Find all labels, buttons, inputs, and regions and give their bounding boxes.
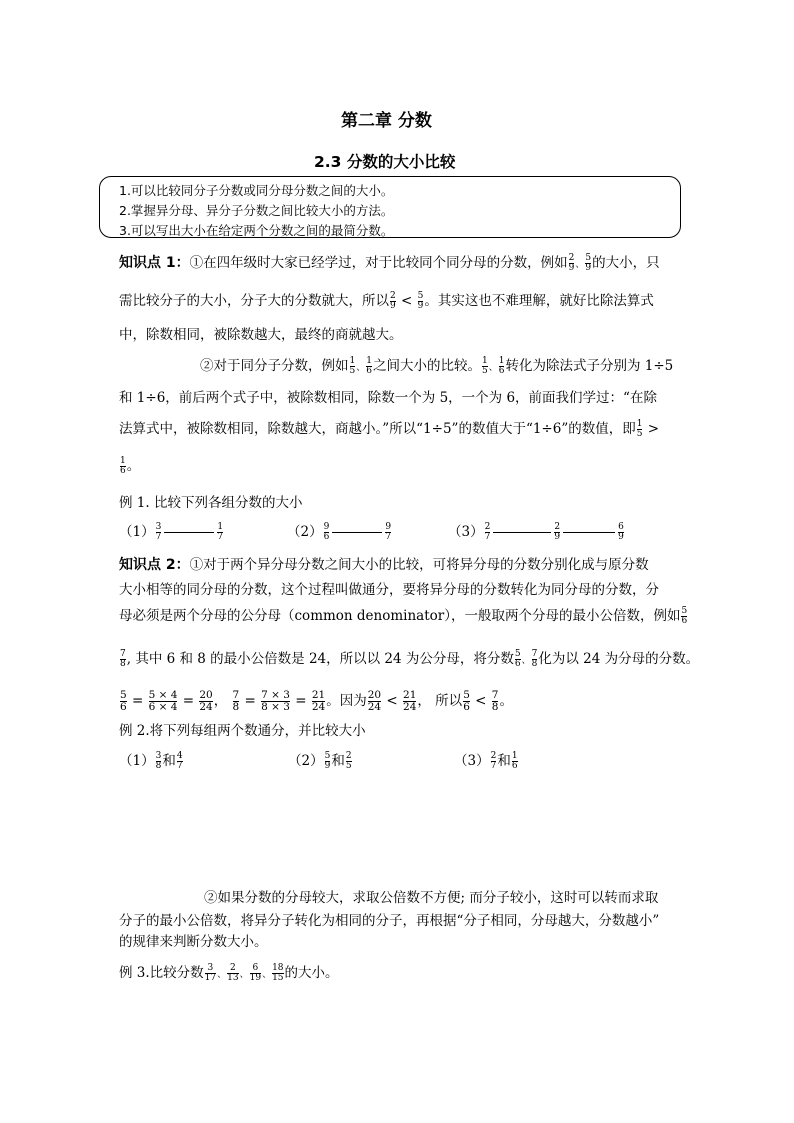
text: 、 (575, 260, 585, 270)
text: 、 (521, 656, 531, 666)
text: ②对于同分子分数，例如 (200, 358, 349, 374)
fraction: $\frac{7}{8}$ (491, 689, 499, 713)
text: 母必须是两个分母的公分母（common denominator），一般取两个分母的最小公倍数，例如 (119, 608, 681, 624)
text: = (290, 693, 311, 709)
text: 。 (499, 693, 513, 709)
fraction: $\frac{18}{15}$ (272, 963, 284, 983)
text: （3） (448, 524, 484, 540)
text: 和 (497, 753, 511, 769)
fraction: $\frac{1}{6}$ (511, 751, 518, 771)
fraction: $\frac{2}{7}$ (490, 751, 497, 771)
text: 需比较分子的大小，分子大的分数就大，所以 (119, 293, 389, 309)
fraction: $\frac{1}{6}$ (366, 356, 372, 376)
text: （2） (287, 524, 323, 540)
text: （2） (288, 753, 324, 769)
fraction: $\frac{5}{6}$ (681, 606, 688, 626)
example-1-title: 例 1. 比较下列各组分数的大小 (119, 495, 303, 511)
example-2-title: 例 2.将下列每组两个数通分，并比较大小 (119, 723, 366, 739)
kp1-line2 (119, 292, 654, 311)
fraction: $\frac{5}{9}$ (585, 253, 592, 273)
text: （1） (119, 753, 155, 769)
text: ①对于两个异分母分数之间大小的比较，可将异分母的分数分别化成与原分数 (189, 557, 649, 573)
fraction: $\frac{2}{13}$ (227, 963, 239, 983)
text: = (178, 693, 199, 709)
kp1-para2-line2: 和 1÷6，前后两个式子中，被除数相同，除数一个为 5，一个为 6，前面我们学过：“在除 (119, 390, 657, 406)
text: 和 (331, 753, 345, 769)
fraction: $\frac{5}{9}$ (324, 751, 331, 771)
text: > (643, 421, 660, 437)
fraction: $\frac{2}{7}$ (484, 522, 491, 542)
example-1-item-3 (448, 523, 625, 542)
fraction: $\frac{6}{19}$ (249, 963, 262, 983)
kp1-label: 知识点 1： (119, 255, 190, 271)
text: 例 3.比较分数 (119, 965, 204, 981)
example-3-title (119, 964, 339, 984)
text: 。因为 (326, 693, 367, 709)
text: ， (213, 693, 232, 709)
text: 、 (356, 363, 366, 373)
goal-item: 3.可以写出大小在给定两个分数之间的最简分数。 (119, 223, 394, 238)
example-1-item-1 (119, 523, 224, 542)
fraction: $\frac{9}{6}$ (323, 522, 330, 542)
fraction: $\frac{20}{24}$ (199, 689, 213, 713)
text: = (240, 693, 261, 709)
example-1-item-2 (287, 523, 392, 542)
kp2-line2: 大小相等的同分母的分数，这个过程叫做通分，要将异分母的分数转化为同分母的分数，分 (119, 582, 659, 598)
kp2-equation-line (119, 690, 513, 713)
fraction: $\frac{5 \times 4}{6 \times 4}$ (148, 689, 178, 713)
text: 、 (488, 363, 498, 373)
text: 之间大小的比较。 (372, 358, 481, 374)
kp2-line3 (119, 607, 688, 626)
kp1-para2-line3 (119, 420, 659, 439)
fraction: $\frac{7}{8}$ (531, 649, 538, 669)
fraction: $\frac{1}{7}$ (217, 522, 224, 542)
text: 的大小，只 (592, 255, 660, 271)
text: 、 (239, 970, 249, 980)
goal-item: 2.掌握异分母、异分子分数之间比较大小的方法。 (119, 203, 394, 218)
fraction: $\frac{1}{6}$ (498, 356, 505, 376)
chapter-title: 第二章 分数 (341, 111, 432, 131)
kp1-line1 (119, 254, 660, 274)
answer-blank (332, 532, 382, 533)
fraction: $\frac{2}{9}$ (390, 291, 396, 311)
fraction: $\frac{5}{6}$ (463, 689, 470, 713)
kp1-para2-line1 (200, 357, 673, 377)
fraction: $\frac{20}{24}$ (367, 689, 382, 713)
fraction: $\frac{3}{8}$ (155, 751, 162, 771)
fraction: $\frac{1}{5}$ (349, 356, 356, 376)
answer-blank (164, 532, 214, 533)
fraction: $\frac{1}{5}$ (636, 419, 643, 439)
fraction: $\frac{2}{5}$ (345, 751, 352, 771)
fraction: $\frac{1}{5}$ (481, 356, 488, 376)
fraction: $\frac{7}{8}$ (232, 689, 240, 713)
fraction: $\frac{7 \times 3}{8 \times 3}$ (261, 689, 290, 713)
fraction: $\frac{5}{6}$ (120, 689, 127, 713)
text: 。其实这也不难理解，就好比除法算式 (424, 293, 654, 309)
text: 。 (126, 458, 141, 474)
example-2-item-3 (454, 752, 519, 771)
text: ①在四年级时大家已经学过，对于比较同个同分母的分数，例如 (189, 255, 568, 271)
text: 、 (217, 970, 227, 980)
fraction: $\frac{2}{9}$ (568, 253, 575, 273)
kp1-line3: 中，除数相同，被除数越大，最终的商就越大。 (119, 327, 403, 343)
answer-blank (493, 532, 551, 533)
text: 法算式中，被除数相同，除数越大，商越小。”所以“1÷5”的数值大于“1÷6”的数值，即 (119, 421, 636, 437)
kp2-line4 (119, 650, 699, 670)
fraction: $\frac{9}{7}$ (385, 522, 392, 542)
fraction: $\frac{3}{7}$ (155, 522, 162, 542)
text: 化为以 24 为分母的分数。 (538, 651, 700, 667)
example-2-item-2 (288, 752, 353, 771)
para3-line1: ②如果分数的分母较大，求取公倍数不方便; 而分子较小，这时可以转而求取 (204, 890, 659, 906)
example-2-item-1 (119, 752, 184, 771)
fraction: $\frac{21}{24}$ (311, 689, 326, 713)
text: （1） (119, 524, 155, 540)
text: < (382, 693, 403, 709)
answer-blank (563, 532, 615, 533)
kp2-line1 (119, 556, 649, 574)
fraction: $\frac{3}{17}$ (204, 963, 217, 983)
text: （3） (454, 753, 490, 769)
text: < (396, 293, 417, 309)
fraction: $\frac{21}{24}$ (403, 689, 417, 713)
text: < (470, 693, 491, 709)
para3-line3: 的规律来判断分数大小。 (119, 934, 268, 950)
text: 、 (262, 970, 272, 980)
text: 和 (162, 753, 176, 769)
section-title: 2.3 分数的大小比较 (314, 153, 456, 171)
goal-item: 1.可以比较同分子分数或同分母分数之间的大小。 (119, 183, 394, 198)
text: 转化为除法式子分别为 1÷5 (505, 358, 674, 374)
fraction: $\frac{5}{9}$ (417, 291, 424, 311)
kp1-para2-line4 (119, 457, 140, 476)
kp2-label: 知识点 2： (119, 557, 190, 573)
text: , 其中 6 和 8 的最小公倍数是 24，所以以 24 为公分母，将分数 (126, 651, 514, 667)
fraction: $\frac{2}{9}$ (554, 522, 561, 542)
text: = (127, 693, 148, 709)
fraction: $\frac{6}{9}$ (618, 522, 624, 542)
fraction: $\frac{1}{6}$ (120, 456, 126, 476)
text: 的大小。 (284, 965, 339, 981)
fraction: $\frac{7}{8}$ (120, 649, 126, 669)
fraction: $\frac{4}{7}$ (176, 751, 183, 771)
text: ， 所以 (417, 693, 463, 709)
para3-line2: 分子的最小公倍数，将异分子转化为相同的分子，再根据“分子相同，分母越大，分数越小” (119, 913, 660, 929)
fraction: $\frac{5}{6}$ (514, 649, 521, 669)
